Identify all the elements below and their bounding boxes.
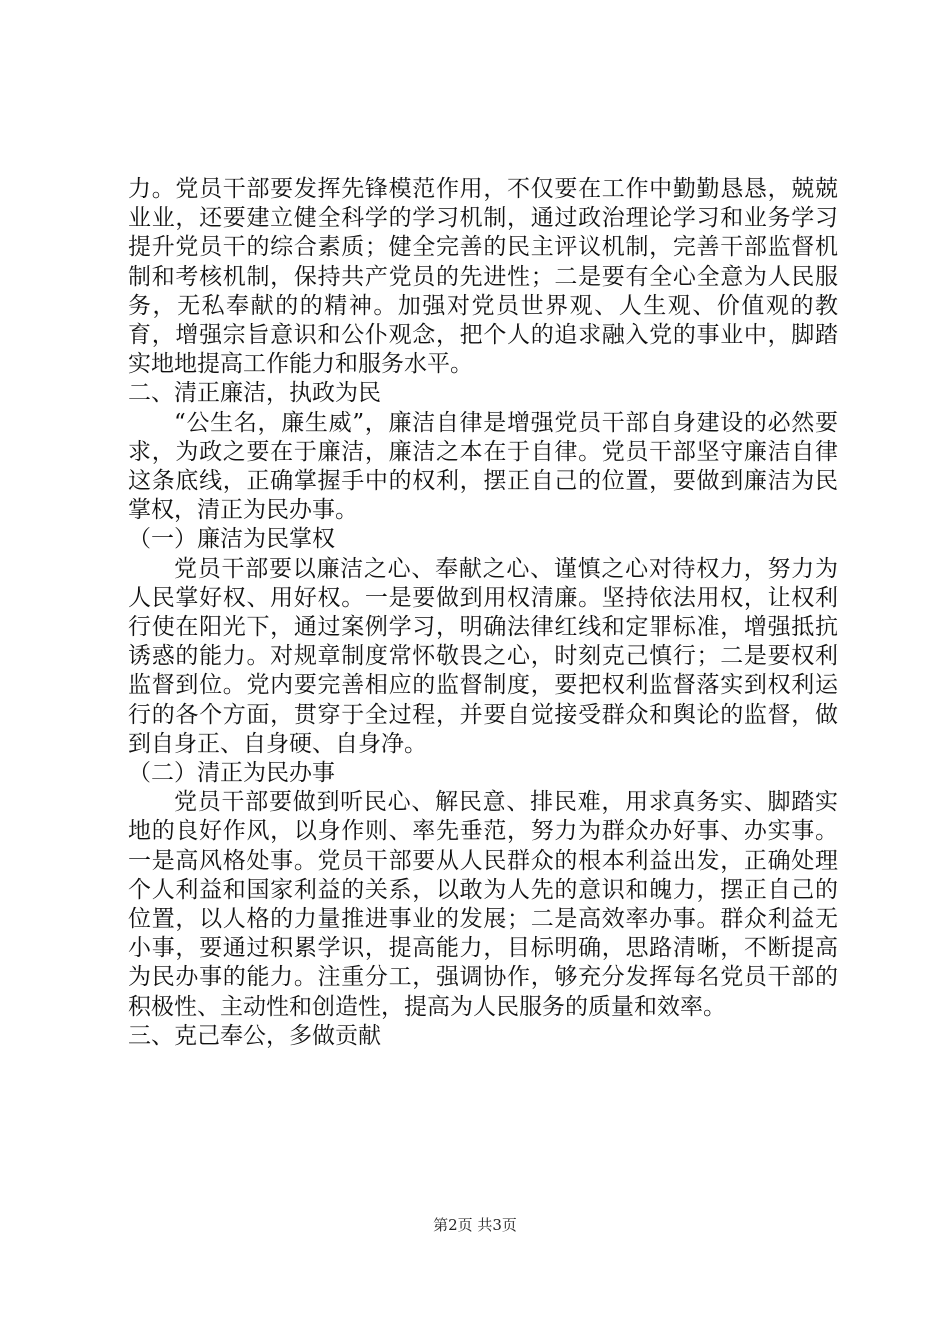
page-footer: 第2页 共3页 xyxy=(433,1216,517,1234)
subsection-heading: （一）廉洁为民掌权 xyxy=(128,526,335,553)
body-paragraph: 党员干部要做到听民心、解民意、排民难，用求真务实、脚踏实地的良好作风，以身作则、率先垂范，努力为群众办好事、办实事。一是高风格处事。党员干部要从人民群众的根本利益出发，正确处理个人利益和国家利益的关系，以敢为人先的意识和魄力，摆正自己的位置，以人格的力量推进事业的发展；二是高效率办事。群众利益无小事，要通过积累学识，提高能力，目标明确，思路清晰，不断提高为民办事的能力。注重分工，强调协作，够充分发挥每名党员干部的积极性、主动性和创造性，提高为人民服务的质量和效率。 xyxy=(128,789,838,1020)
document-body xyxy=(128,175,838,1051)
body-paragraph: 力。党员干部要发挥先锋模范作用，不仅要在工作中勤勤恳恳，兢兢业业，还要建立健全科学的学习机制，通过政治理论学习和业务学习提升党员干的综合素质；健全完善的民主评议机制，完善干部监督机制和考核机制，保持共产党员的先进性；二是要有全心全意为人民服务，无私奉献的的精神。加强对党员世界观、人生观、价值观的教育，增强宗旨意识和公仆观念，把个人的追求融入党的事业中，脚踏实地地提高工作能力和服务水平。 xyxy=(128,176,838,378)
body-paragraph: “公生名，廉生威”，廉洁自律是增强党员干部自身建设的必然要求，为政之要在于廉洁，廉洁之本在于自律。党员干部坚守廉洁自律这条底线，正确掌握手中的权利，摆正自己的位置，要做到廉洁为民掌权，清正为民办事。 xyxy=(128,409,838,524)
section-heading: 二、清正廉洁，执政为民 xyxy=(128,380,381,407)
body-paragraph: 党员干部要以廉洁之心、奉献之心、谨慎之心对待权力，努力为人民掌好权、用好权。一是要做到用权清廉。坚持依法用权，让权利行使在阳光下，通过案例学习，明确法律红线和定罪标准，增强抵抗诱惑的能力。对规章制度常怀敬畏之心，时刻克己慎行；二是要权利监督到位。党内要完善相应的监督制度，要把权利监督落实到权利运行的各个方面，贯穿于全过程，并要自觉接受群众和舆论的监督，做到自身正、自身硬、自身净。 xyxy=(128,555,838,757)
subsection-heading: （二）清正为民办事 xyxy=(128,760,335,787)
section-heading: 三、克己奉公，多做贡献 xyxy=(128,1022,381,1049)
